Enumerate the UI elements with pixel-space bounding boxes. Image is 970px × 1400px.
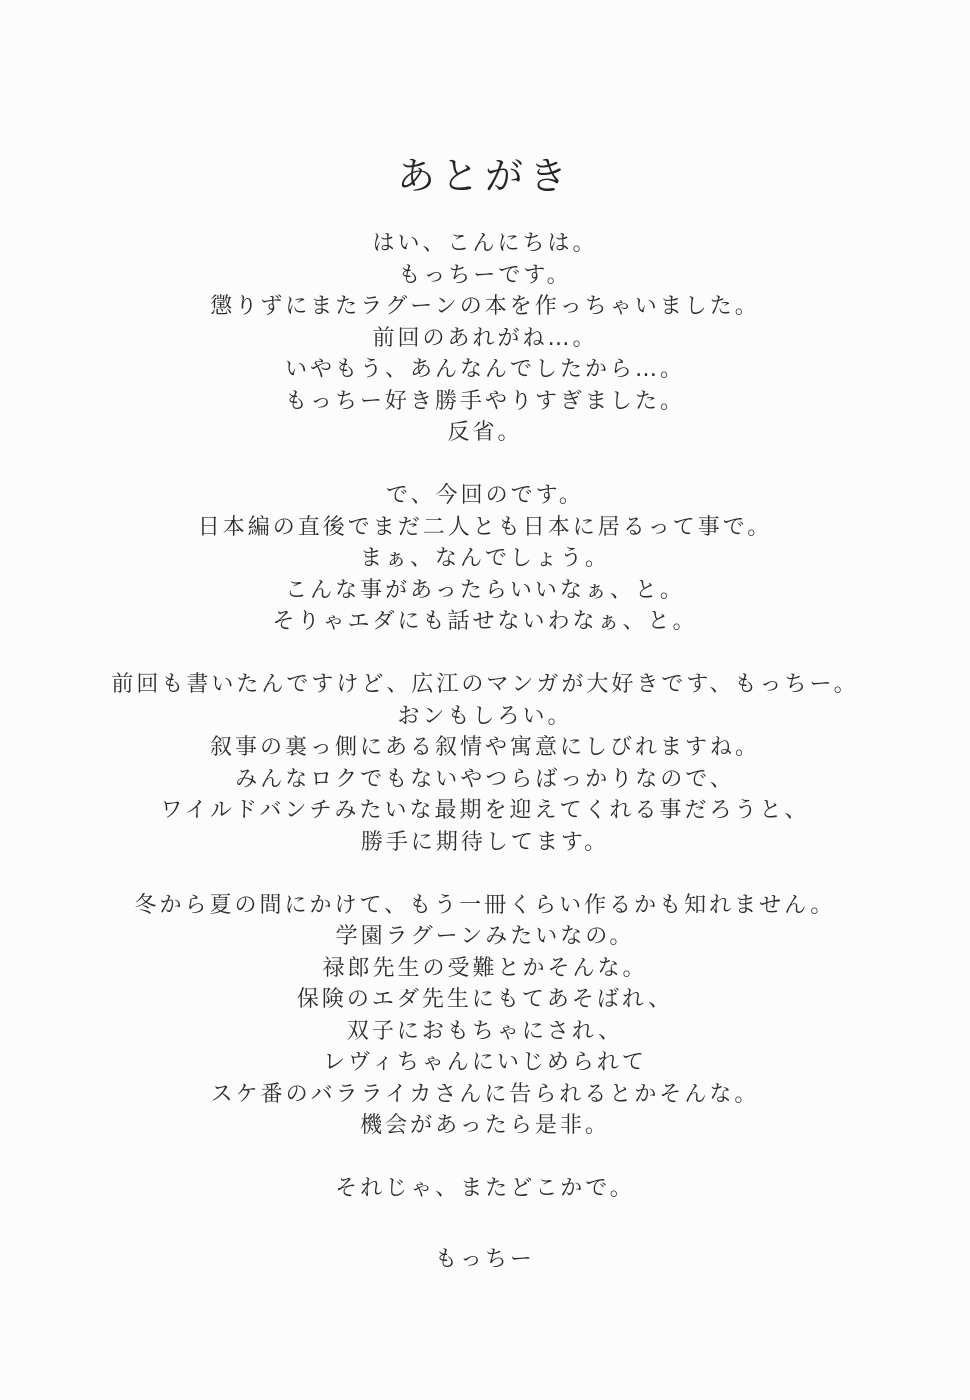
text-line: はい、こんにちは。	[372, 231, 598, 256]
paragraph-gap	[0, 449, 970, 481]
text-line: レヴィちゃんにいじめられて	[323, 1050, 647, 1075]
text-line: 前回のあれがね…。	[372, 325, 598, 351]
text-line: 保険のエダ先生にもてあそばれ、	[296, 987, 674, 1012]
paragraph-gap	[0, 638, 970, 670]
text-line: 学園ラグーンみたいなの。	[335, 924, 635, 949]
text-line: それじゃ、またどこかで。	[335, 1176, 635, 1201]
text-line: おンもしろい。	[397, 703, 573, 729]
text-line: で、今回のです。	[386, 483, 584, 508]
text-line: スケ番のバラライカさんに告られるとかそんな。	[210, 1081, 760, 1107]
text-line: 冬から夏の間にかけて、もう一冊くらい作るかも知れません。	[134, 892, 836, 918]
text-line: 前回も書いたんですけど、広江のマンガが大好きです、もっちー。	[111, 672, 859, 697]
text-line: いやもう、あんなんでしたから…。	[284, 357, 685, 382]
paragraph-gap	[0, 858, 970, 890]
text-line: そりゃエダにも話せないわなぁ、と。	[272, 609, 698, 634]
text-line: 機会があったら是非。	[360, 1113, 610, 1138]
afterword-body	[0, 228, 970, 1205]
text-line: まぁ、なんでしょう。	[359, 546, 610, 571]
text-line: 禄郎先生の受難とかそんな。	[322, 955, 648, 981]
text-line: こんな事があったらいいなぁ、と。	[285, 577, 685, 603]
text-line: 日本編の直後でまだ二人とも日本に居るって事で。	[197, 514, 773, 540]
author-signature: もっちー	[434, 1247, 535, 1272]
page-title: あとがき	[396, 154, 573, 198]
text-line: 叙事の裏っ側にある叙情や寓意にしびれますね。	[209, 735, 760, 760]
paragraph-gap	[0, 1142, 970, 1174]
text-line: もっちーです。	[398, 262, 572, 288]
text-line: 反省。	[447, 420, 523, 445]
text-line: ワイルドバンチみたいな最期を迎えてくれる事だろうと、	[160, 798, 810, 823]
text-line: もっちー好き勝手やりすぎました。	[284, 388, 685, 414]
text-line: みんなロクでもないやつらばっかりなので、	[235, 766, 735, 792]
text-line: 双子におもちゃにされ、	[346, 1018, 624, 1044]
text-line: 勝手に期待してます。	[360, 829, 610, 855]
text-line: 懲りずにまたラグーンの本を作っちゃいました。	[210, 294, 760, 319]
